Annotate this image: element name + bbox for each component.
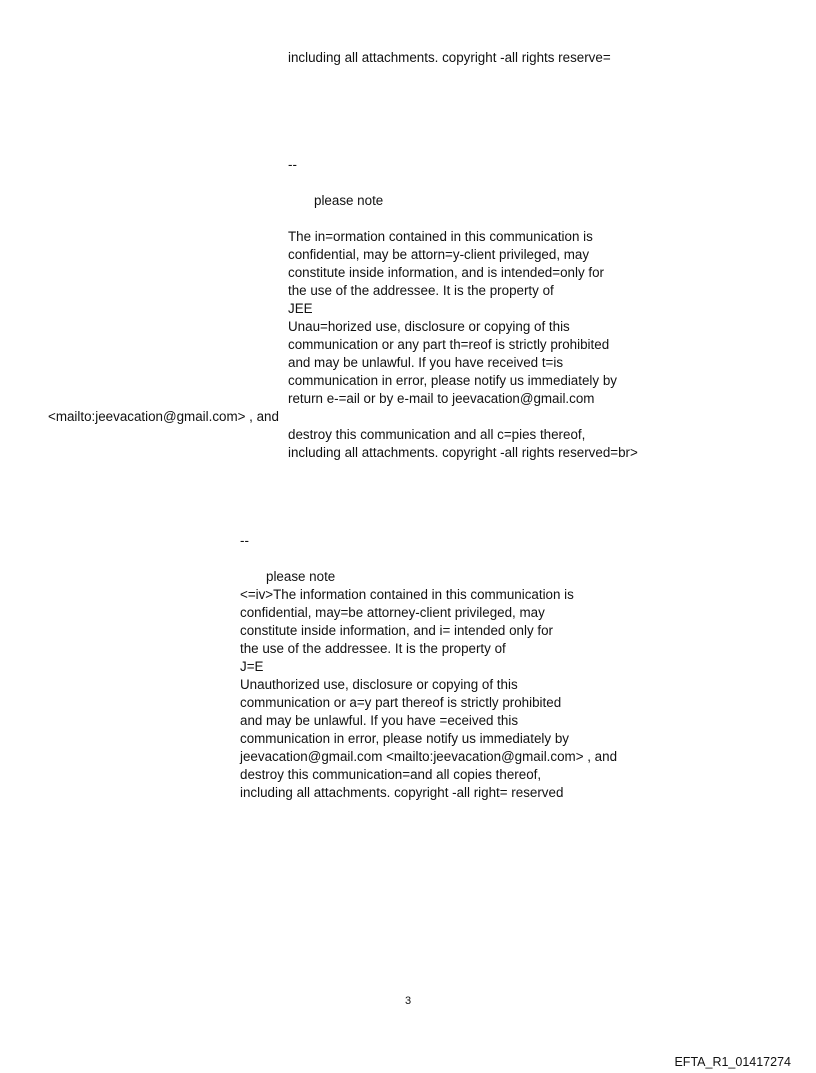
notice1-line: the use of the addressee. It is the property of (288, 283, 554, 298)
notice2-line: jeevacation@gmail.com <mailto:jeevacation@gmail.com> , and (240, 749, 618, 764)
notice1-line: destroy this communication and all c=pies thereof, (288, 427, 586, 442)
notice1-heading: please note (314, 193, 384, 208)
notice2-separator: -- (240, 533, 249, 548)
notice2-line: communication in error, please notify us immediately by (240, 731, 569, 746)
notice2-line: and may be unlawful. If you have =eceived this (240, 713, 519, 728)
notice1-line: including all attachments. copyright -all rights reserved=br> (288, 445, 638, 460)
notice1-line: confidential, may be attorn=y-client privileged, may (288, 247, 590, 262)
notice2-line: constitute inside information, and i= intended only for (240, 623, 554, 638)
notice1-line: constitute inside information, and is intended=only for (288, 265, 604, 280)
notice2-line: including all attachments. copyright -all right= reserved (240, 785, 564, 800)
notice2-line: the use of the addressee. It is the property of (240, 641, 506, 656)
notice2-line: destroy this communication=and all copies thereof, (240, 767, 542, 782)
notice1-line: The in=ormation contained in this communication is (288, 229, 593, 244)
document-id: EFTA_R1_01417274 (674, 1055, 791, 1069)
notice2-line: Unauthorized use, disclosure or copying of this (240, 677, 518, 692)
notice1-separator: -- (288, 157, 297, 172)
top-line: including all attachments. copyright -all rights reserve= (288, 50, 611, 65)
notice2-heading: please note (266, 569, 336, 584)
notice1-mailto-line: <mailto:jeevacation@gmail.com> , and (48, 409, 279, 424)
notice1-line: and may be unlawful. If you have received t=is (288, 355, 564, 370)
notice1-line: JEE (288, 301, 313, 316)
notice1-line: Unau=horized use, disclosure or copying of this (288, 319, 570, 334)
notice2-line: <=iv>The information contained in this communication is (240, 587, 574, 602)
notice2-line: communication or a=y part thereof is strictly prohibited (240, 695, 562, 710)
page-number: 3 (404, 995, 412, 1007)
notice1-line: communication or any part th=reof is strictly prohibited (288, 337, 610, 352)
notice1-line: communication in error, please notify us immediately by (288, 373, 617, 388)
notice2-line: confidential, may=be attorney-client privileged, may (240, 605, 545, 620)
notice1-line: return e-=ail or by e-mail to jeevacation@gmail.com (288, 391, 595, 406)
notice2-line: J=E (240, 659, 264, 674)
